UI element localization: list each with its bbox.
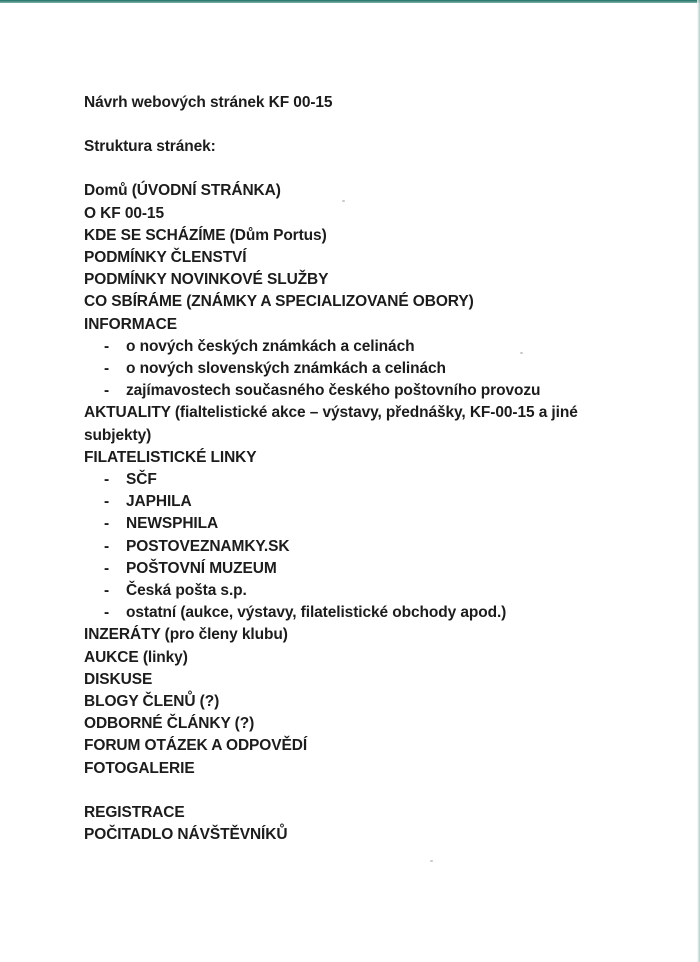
links-sub-item [84, 469, 684, 491]
item-diskuse: DISKUSE [84, 670, 153, 688]
sub-item-text: o nových českých známkách a celinách [126, 337, 415, 355]
document-subtitle: Struktura stránek: [84, 138, 216, 156]
bullet-dash: - [104, 493, 110, 511]
sub-item-text: NEWSPHILA [126, 515, 219, 533]
bullet-dash: - [104, 337, 110, 355]
spacer [84, 780, 684, 802]
sub-item-text: o nových slovenských známkách a celinách [126, 360, 446, 378]
item-blogy: BLOGY ČLENŮ (?) [84, 693, 220, 711]
bullet-dash: - [104, 471, 110, 489]
item-pocitadlo: POČITADLO NÁVŠTĚVNÍKŮ [84, 826, 288, 844]
item-forum: FORUM OTÁZEK A ODPOVĚDÍ [84, 737, 308, 755]
informace-sub-item [84, 358, 684, 380]
spacer [84, 158, 684, 180]
sub-item-text: SČF [126, 471, 157, 489]
bullet-dash: - [104, 382, 110, 400]
item-aktuality: AKTUALITY (fialtelistické akce – výstavy, přednášky, KF-00-15 a jiné subjekty) [84, 404, 578, 444]
item-where: KDE SE SCHÁZÍME (Dům Portus) [84, 226, 327, 244]
item-links: FILATELISTICKÉ LINKY [84, 448, 257, 466]
item-home: Domů (ÚVODNÍ STRÁNKA) [84, 182, 281, 200]
item-clanky: ODBORNÉ ČLÁNKY (?) [84, 715, 255, 733]
document-body [84, 92, 684, 846]
sub-item-text: Česká pošta s.p. [126, 582, 247, 600]
links-sub-item [84, 491, 684, 513]
informace-sub-item [84, 380, 684, 402]
sub-item-text: POŠTOVNÍ MUZEUM [126, 559, 277, 577]
item-registrace: REGISTRACE [84, 803, 185, 821]
bullet-dash: - [104, 360, 110, 378]
links-sub-item [84, 513, 684, 535]
sub-item-text: ostatní (aukce, výstavy, filatelistické obchody apod.) [126, 604, 507, 622]
bullet-dash: - [104, 582, 110, 600]
item-news-service: PODMÍNKY NOVINKOVÉ SLUŽBY [84, 271, 329, 289]
links-sub-item [84, 580, 684, 602]
item-inzeraty: INZERÁTY (pro členy klubu) [84, 626, 288, 644]
item-informace: INFORMACE [84, 315, 177, 333]
item-collecting: CO SBÍRÁME (ZNÁMKY A SPECIALIZOVANÉ OBORY) [84, 293, 474, 311]
scan-speck [430, 860, 433, 862]
links-sub-item [84, 558, 684, 580]
item-aukce: AUKCE (linky) [84, 648, 188, 666]
item-membership: PODMÍNKY ČLENSTVÍ [84, 249, 247, 267]
sub-item-text: JAPHILA [126, 493, 192, 511]
links-sub-item [84, 536, 684, 558]
bullet-dash: - [104, 537, 110, 555]
sub-item-text: zajímavostech současného českého poštovního provozu [126, 382, 541, 400]
bullet-dash: - [104, 604, 110, 622]
links-sub-item [84, 602, 684, 624]
item-about: O KF 00-15 [84, 204, 164, 222]
document-title: Návrh webových stránek KF 00-15 [84, 94, 333, 111]
scan-edge-top [0, 0, 700, 3]
bullet-dash: - [104, 515, 110, 533]
bullet-dash: - [104, 559, 110, 577]
item-fotogalerie: FOTOGALERIE [84, 759, 195, 777]
spacer [84, 114, 684, 136]
sub-item-text: POSTOVEZNAMKY.SK [126, 537, 290, 555]
informace-sub-item [84, 336, 684, 358]
